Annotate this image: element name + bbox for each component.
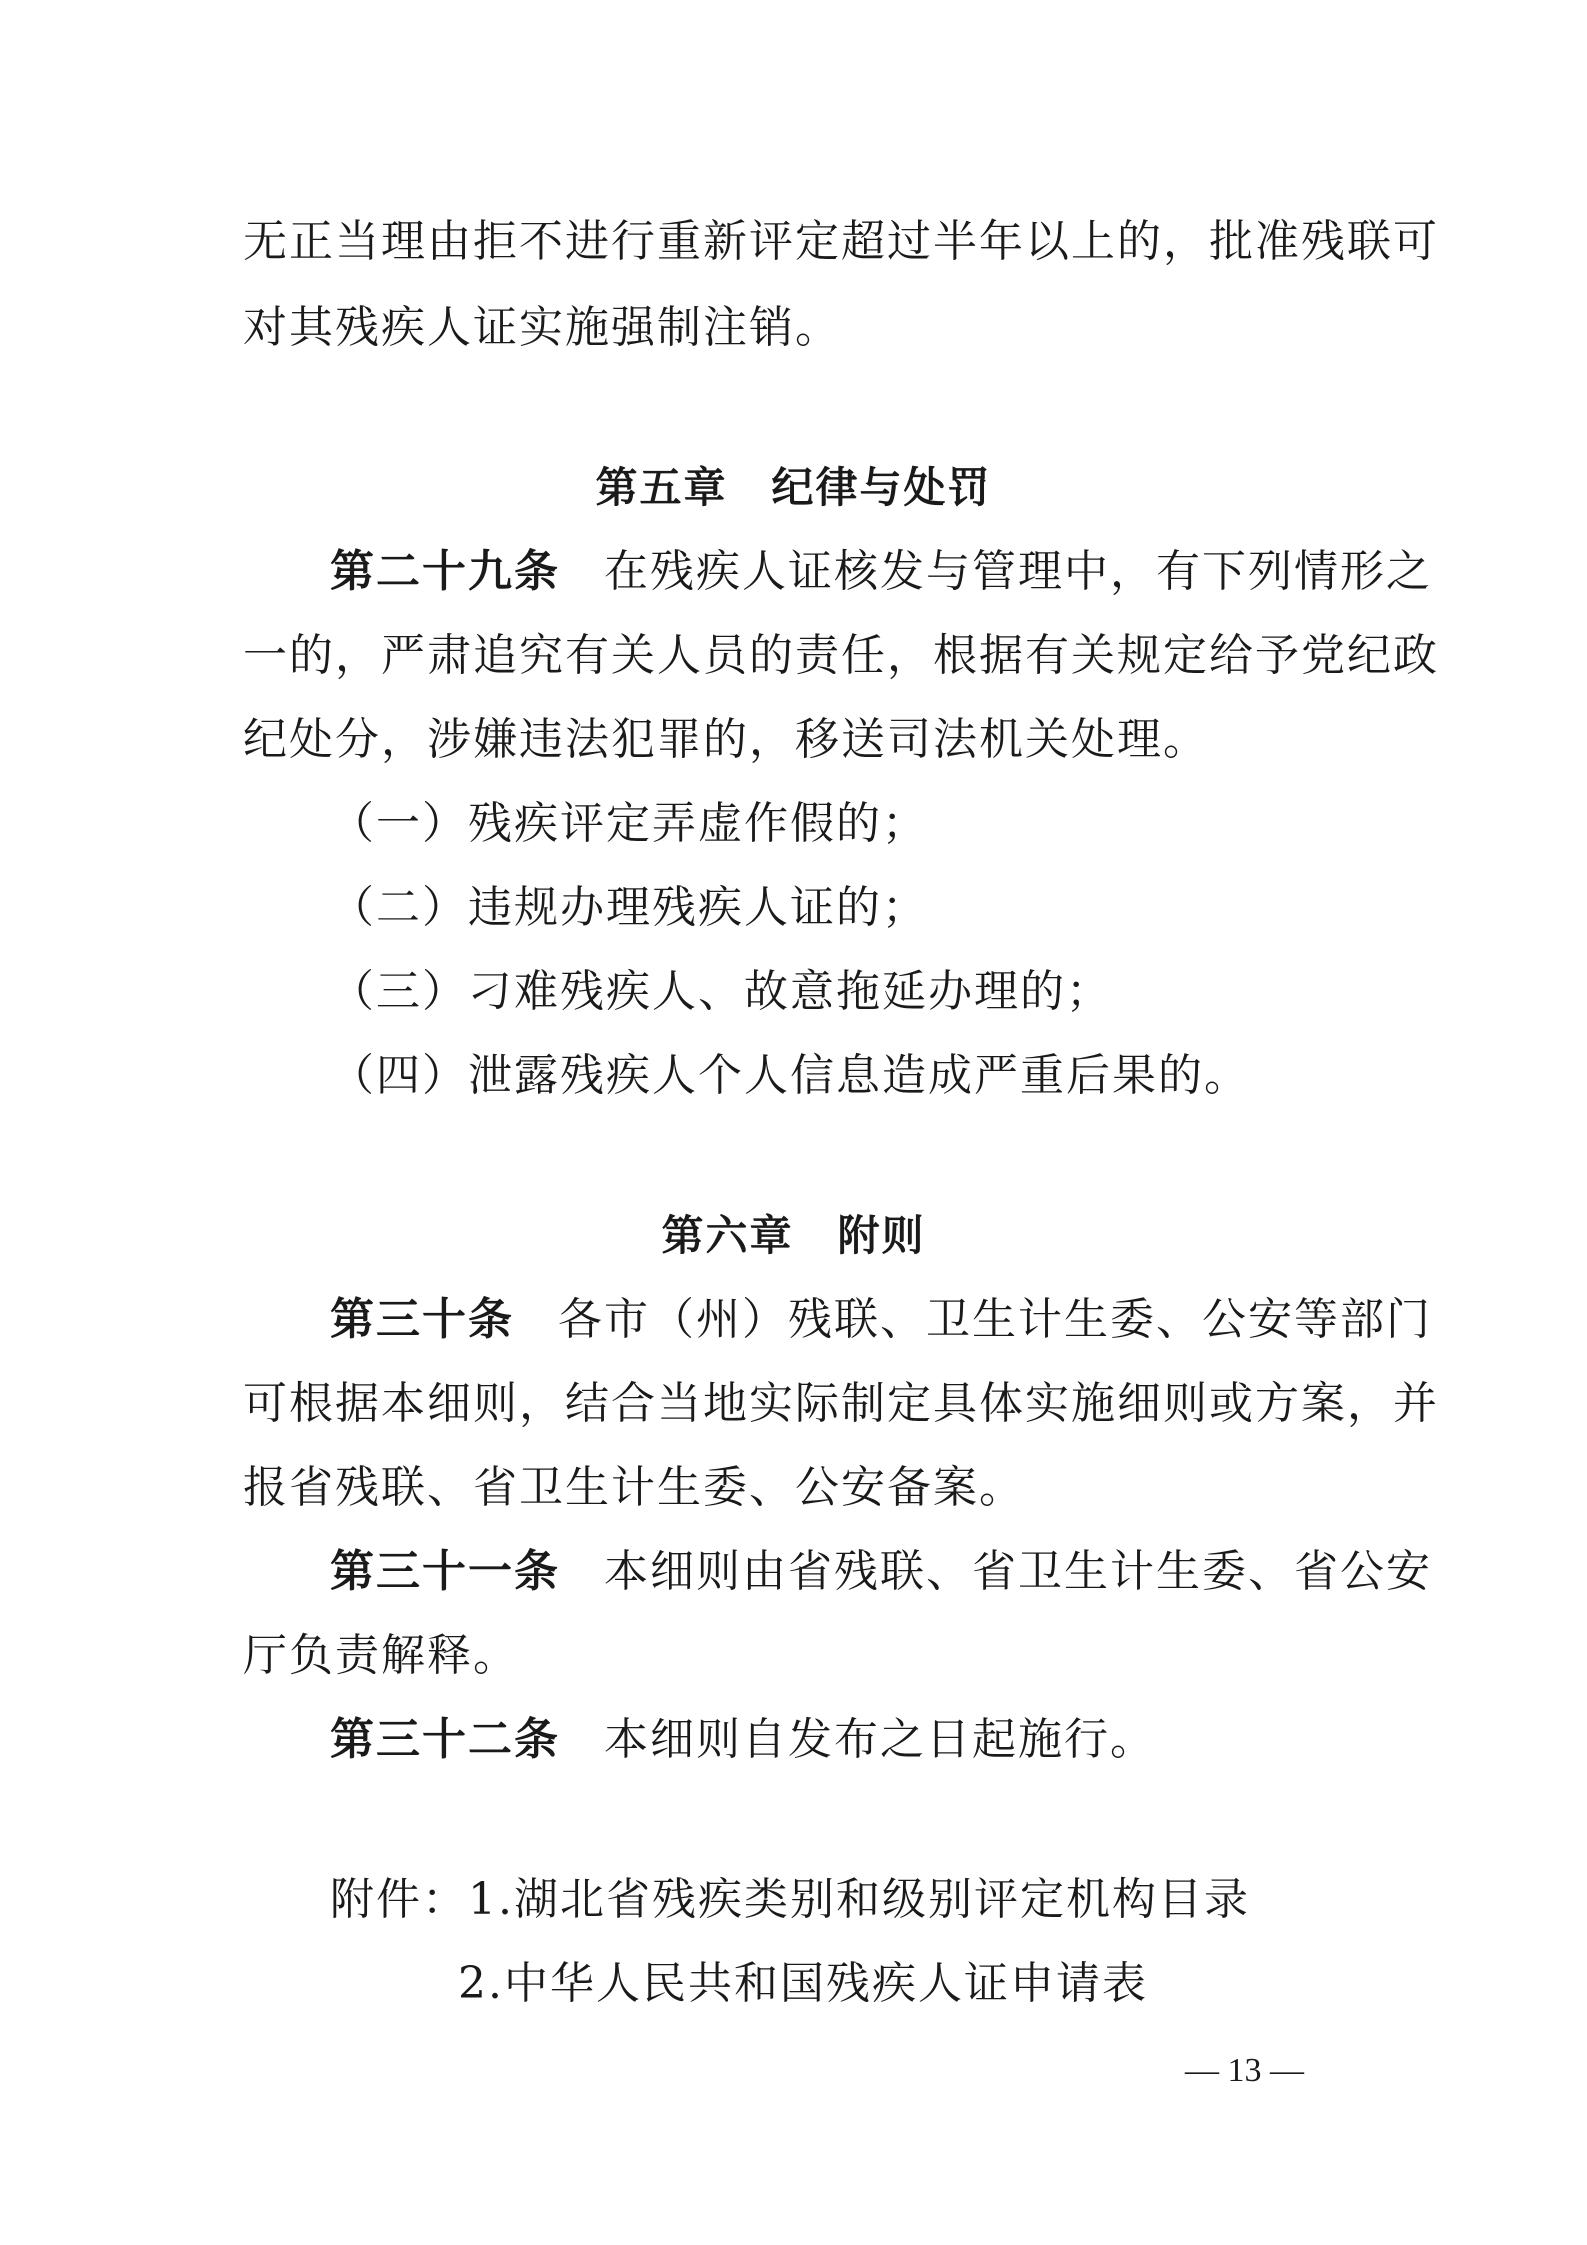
continuation-line-1: 无正当理由拒不进行重新评定超过半年以上的，批准残联可 bbox=[243, 216, 1439, 267]
article-30-text-1: 各市（州）残联、卫生计生委、公安等部门 bbox=[558, 1294, 1432, 1345]
article-32-line-1 bbox=[330, 1710, 1353, 1770]
attachments-line-1 bbox=[330, 1870, 1353, 1930]
article-29-item-3: （三）刁难残疾人、故意拖延办理的； bbox=[330, 966, 1112, 1017]
article-31-text-1: 本细则由省残联、省卫生计生委、省公安 bbox=[604, 1546, 1432, 1597]
chapter-5-number: 第五章 bbox=[595, 463, 728, 512]
chapter-6-title: 附则 bbox=[837, 1211, 926, 1260]
article-30-line-2: 可根据本细则，结合当地实际制定具体实施细则或方案，并 bbox=[243, 1378, 1439, 1429]
article-29-line-2: 一的，严肃追究有关人员的责任，根据有关规定给予党纪政 bbox=[243, 630, 1439, 681]
page-number: — 13 — bbox=[1185, 2052, 1304, 2089]
article-31-label: 第三十一条 bbox=[330, 1546, 560, 1597]
attachment-item-2: 2.中华人民共和国残疾人证申请表 bbox=[458, 1958, 1148, 2009]
article-29-label: 第二十九条 bbox=[330, 546, 560, 597]
article-29-item-4: （四）泄露残疾人个人信息造成严重后果的。 bbox=[330, 1050, 1250, 1101]
chapter-5-heading bbox=[0, 458, 1587, 518]
article-29-line-3: 纪处分，涉嫌违法犯罪的，移送司法机关处理。 bbox=[243, 714, 1209, 765]
continuation-line-2: 对其残疾人证实施强制注销。 bbox=[243, 302, 841, 353]
article-30-line-3: 报省残联、省卫生计生委、公安备案。 bbox=[243, 1462, 1025, 1513]
article-32-label: 第三十二条 bbox=[330, 1714, 560, 1765]
chapter-6-heading bbox=[0, 1206, 1587, 1266]
article-29-line-1 bbox=[330, 542, 1432, 602]
article-29-text-1: 在残疾人证核发与管理中，有下列情形之 bbox=[604, 546, 1432, 597]
chapter-5-title: 纪律与处罚 bbox=[771, 463, 992, 512]
article-31-line-1 bbox=[330, 1542, 1432, 1602]
article-29-item-2: （二）违规办理残疾人证的； bbox=[330, 882, 928, 933]
article-29-item-1: （一）残疾评定弄虚作假的； bbox=[330, 798, 928, 849]
article-30-label: 第三十条 bbox=[330, 1294, 514, 1345]
attachment-item-1: 1.湖北省残疾类别和级别评定机构目录 bbox=[468, 1874, 1250, 1925]
article-31-line-2: 厅负责解释。 bbox=[243, 1630, 519, 1681]
chapter-6-number: 第六章 bbox=[661, 1211, 794, 1260]
article-32-text-1: 本细则自发布之日起施行。 bbox=[604, 1714, 1156, 1765]
attachments-label: 附件： bbox=[330, 1874, 468, 1925]
article-30-line-1 bbox=[330, 1290, 1432, 1350]
